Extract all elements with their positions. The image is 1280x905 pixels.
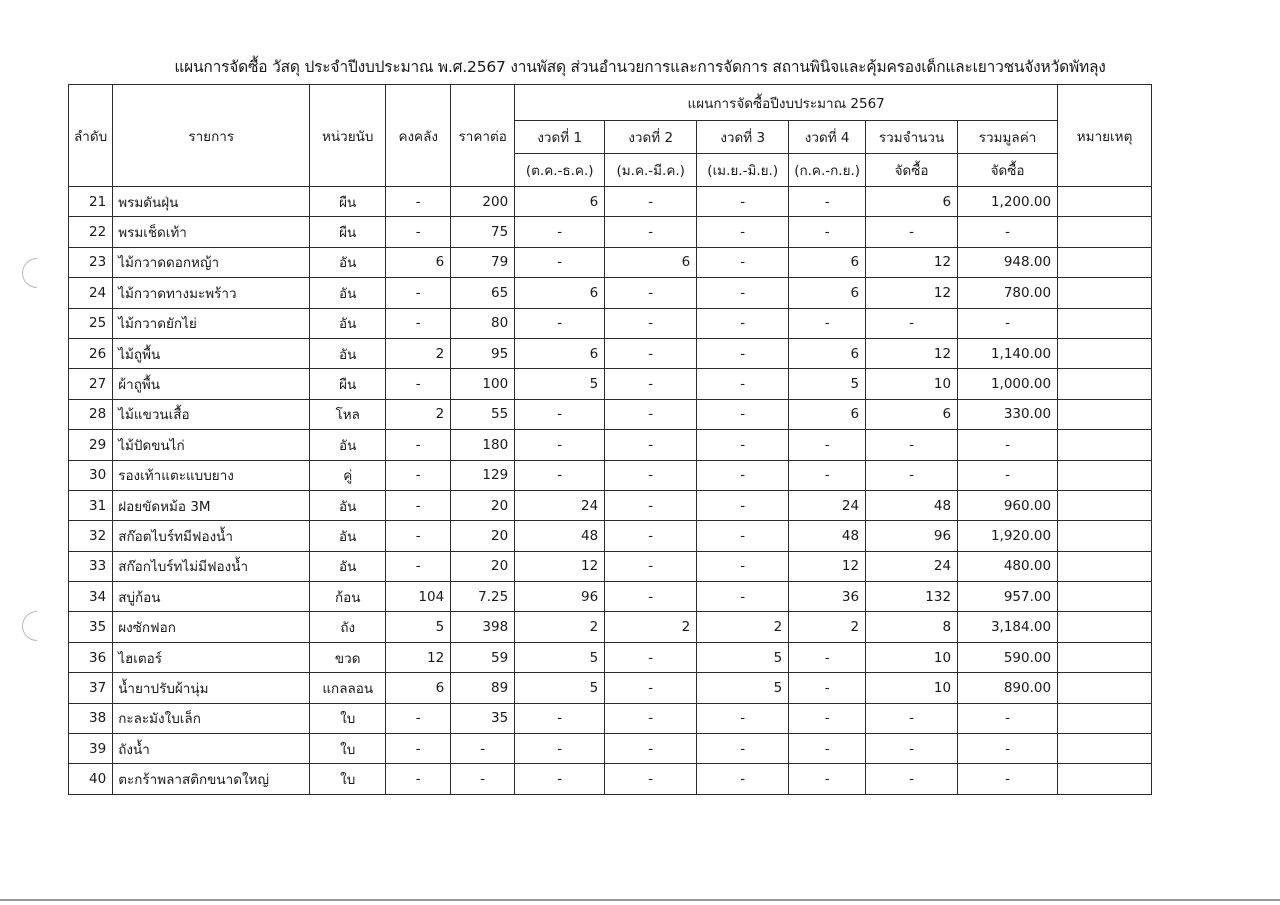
row-unit: อัน xyxy=(310,278,386,308)
row-q2: - xyxy=(605,338,697,368)
row-q1: 96 xyxy=(515,582,605,612)
row-price: 35 xyxy=(451,703,515,733)
table-header xyxy=(69,85,1152,187)
row-q3: - xyxy=(697,703,789,733)
row-stock: - xyxy=(386,460,451,490)
header-q2-period: (ม.ค.-มี.ค.) xyxy=(605,154,697,187)
row-q4: 2 xyxy=(789,612,866,642)
row-q1: - xyxy=(515,308,605,338)
table-row xyxy=(69,764,1152,794)
row-price: 55 xyxy=(451,399,515,429)
row-total-qty: - xyxy=(866,308,958,338)
row-q3: - xyxy=(697,430,789,460)
row-q1: 24 xyxy=(515,490,605,520)
header-no: ลำดับ xyxy=(69,85,113,187)
row-item: ผ้าถูพื้น xyxy=(113,369,310,399)
row-item: พรมเช็ดเท้า xyxy=(113,217,310,247)
row-q2: - xyxy=(605,430,697,460)
row-total-value: 1,140.00 xyxy=(958,338,1058,368)
row-unit: อัน xyxy=(310,490,386,520)
row-q1: - xyxy=(515,217,605,247)
table-row xyxy=(69,642,1152,672)
row-q1: - xyxy=(515,460,605,490)
header-total-qty-sub: จัดซื้อ xyxy=(866,154,958,187)
row-no: 30 xyxy=(69,460,113,490)
row-total-value: 890.00 xyxy=(958,673,1058,703)
row-unit: ใบ xyxy=(310,734,386,764)
row-remark xyxy=(1058,490,1152,520)
row-remark xyxy=(1058,217,1152,247)
row-stock: - xyxy=(386,490,451,520)
row-stock: 104 xyxy=(386,582,451,612)
row-total-qty: 6 xyxy=(866,187,958,217)
row-q2: - xyxy=(605,703,697,733)
row-unit: อัน xyxy=(310,521,386,551)
row-price: 129 xyxy=(451,460,515,490)
row-remark xyxy=(1058,612,1152,642)
table-row xyxy=(69,278,1152,308)
row-no: 33 xyxy=(69,551,113,581)
row-total-qty: 12 xyxy=(866,278,958,308)
row-remark xyxy=(1058,430,1152,460)
punch-hole-mark xyxy=(16,605,58,647)
row-unit: อัน xyxy=(310,430,386,460)
row-total-qty: 10 xyxy=(866,642,958,672)
row-q4: 12 xyxy=(789,551,866,581)
row-no: 27 xyxy=(69,369,113,399)
row-q2: - xyxy=(605,308,697,338)
header-total-value-sub: จัดซื้อ xyxy=(958,154,1058,187)
header-remark: หมายเหตุ xyxy=(1058,85,1152,187)
row-no: 39 xyxy=(69,734,113,764)
row-item: กะละมังใบเล็ก xyxy=(113,703,310,733)
row-q2: - xyxy=(605,673,697,703)
row-price: 7.25 xyxy=(451,582,515,612)
row-q2: - xyxy=(605,460,697,490)
row-item: สก๊อกไบร์ทไม่มีฟองน้ำ xyxy=(113,551,310,581)
row-no: 29 xyxy=(69,430,113,460)
header-price: ราคาต่อ xyxy=(451,85,515,187)
row-item: ผงซักฟอก xyxy=(113,612,310,642)
row-q3: - xyxy=(697,582,789,612)
table-row xyxy=(69,703,1152,733)
row-item: พรมดันฝุ่น xyxy=(113,187,310,217)
row-stock: 5 xyxy=(386,612,451,642)
row-q3: - xyxy=(697,369,789,399)
procurement-table xyxy=(68,84,1152,795)
row-remark xyxy=(1058,764,1152,794)
row-remark xyxy=(1058,369,1152,399)
row-q1: 48 xyxy=(515,521,605,551)
row-q4: - xyxy=(789,308,866,338)
row-q4: 6 xyxy=(789,399,866,429)
row-price: 200 xyxy=(451,187,515,217)
row-stock: 6 xyxy=(386,673,451,703)
row-item: ตะกร้าพลาสติกขนาดใหญ่ xyxy=(113,764,310,794)
row-total-value: - xyxy=(958,703,1058,733)
row-unit: ถัง xyxy=(310,612,386,642)
row-remark xyxy=(1058,673,1152,703)
row-remark xyxy=(1058,582,1152,612)
row-remark xyxy=(1058,734,1152,764)
row-unit: ขวด xyxy=(310,642,386,672)
row-remark xyxy=(1058,338,1152,368)
row-stock: - xyxy=(386,278,451,308)
row-q4: - xyxy=(789,734,866,764)
row-q2: 2 xyxy=(605,612,697,642)
row-q1: 5 xyxy=(515,673,605,703)
row-remark xyxy=(1058,521,1152,551)
row-q2: - xyxy=(605,369,697,399)
row-stock: - xyxy=(386,217,451,247)
row-no: 36 xyxy=(69,642,113,672)
header-plan: แผนการจัดซื้อปีงบประมาณ 2567 xyxy=(515,85,1058,121)
row-price: - xyxy=(451,734,515,764)
row-no: 21 xyxy=(69,187,113,217)
row-unit: อัน xyxy=(310,551,386,581)
row-q3: - xyxy=(697,521,789,551)
row-total-qty: - xyxy=(866,764,958,794)
row-total-value: - xyxy=(958,430,1058,460)
header-q1-period: (ต.ค.-ธ.ค.) xyxy=(515,154,605,187)
row-item: น้ำยาปรับผ้านุ่ม xyxy=(113,673,310,703)
row-item: ไม้กวาดทางมะพร้าว xyxy=(113,278,310,308)
row-q4: - xyxy=(789,703,866,733)
row-no: 37 xyxy=(69,673,113,703)
row-q1: 5 xyxy=(515,642,605,672)
table-row xyxy=(69,490,1152,520)
row-total-qty: - xyxy=(866,217,958,247)
row-no: 23 xyxy=(69,247,113,277)
table-row xyxy=(69,551,1152,581)
row-q1: 2 xyxy=(515,612,605,642)
table-row xyxy=(69,734,1152,764)
row-q3: - xyxy=(697,399,789,429)
page-title: แผนการจัดซื้อ วัสดุ ประจำปีงบประมาณ พ.ศ.2567 งานพัสดุ ส่วนอำนวยการและการจัดการ สถานพินิจและคุ้มครองเด็กและเยาวชนจังหวัดพัทลุง xyxy=(174,58,1106,76)
row-remark xyxy=(1058,308,1152,338)
row-total-qty: - xyxy=(866,734,958,764)
row-no: 22 xyxy=(69,217,113,247)
row-total-value: 957.00 xyxy=(958,582,1058,612)
row-total-qty: 48 xyxy=(866,490,958,520)
header-total-qty: รวมจำนวน xyxy=(866,121,958,154)
row-q1: - xyxy=(515,430,605,460)
table-row xyxy=(69,187,1152,217)
row-item: ไม้ปัดขนไก่ xyxy=(113,430,310,460)
row-total-qty: 12 xyxy=(866,247,958,277)
table-row xyxy=(69,612,1152,642)
row-no: 32 xyxy=(69,521,113,551)
row-price: 180 xyxy=(451,430,515,460)
row-q2: 6 xyxy=(605,247,697,277)
row-total-qty: 8 xyxy=(866,612,958,642)
table-row xyxy=(69,521,1152,551)
row-total-qty: 10 xyxy=(866,369,958,399)
table-row xyxy=(69,217,1152,247)
row-q3: 5 xyxy=(697,642,789,672)
row-total-value: 480.00 xyxy=(958,551,1058,581)
row-total-qty: 24 xyxy=(866,551,958,581)
row-total-qty: 10 xyxy=(866,673,958,703)
row-remark xyxy=(1058,187,1152,217)
row-q4: - xyxy=(789,430,866,460)
row-q1: - xyxy=(515,399,605,429)
row-q3: - xyxy=(697,764,789,794)
table-row xyxy=(69,430,1152,460)
row-q4: 6 xyxy=(789,338,866,368)
row-item: สก๊อตไบร์ทมีฟองน้ำ xyxy=(113,521,310,551)
row-stock: - xyxy=(386,764,451,794)
row-stock: - xyxy=(386,430,451,460)
row-q4: - xyxy=(789,460,866,490)
row-price: 95 xyxy=(451,338,515,368)
row-q1: - xyxy=(515,764,605,794)
row-total-qty: - xyxy=(866,460,958,490)
row-stock: 2 xyxy=(386,399,451,429)
row-stock: - xyxy=(386,551,451,581)
row-remark xyxy=(1058,278,1152,308)
row-q4: - xyxy=(789,673,866,703)
row-total-qty: 6 xyxy=(866,399,958,429)
row-total-value: 948.00 xyxy=(958,247,1058,277)
row-q4: 36 xyxy=(789,582,866,612)
row-item: ไม้กวาดยักไย่ xyxy=(113,308,310,338)
row-stock: - xyxy=(386,369,451,399)
row-q4: 6 xyxy=(789,278,866,308)
header-q4-period: (ก.ค.-ก.ย.) xyxy=(789,154,866,187)
header-stock: คงคลัง xyxy=(386,85,451,187)
row-stock: 6 xyxy=(386,247,451,277)
row-total-value: - xyxy=(958,460,1058,490)
row-q4: - xyxy=(789,187,866,217)
row-remark xyxy=(1058,642,1152,672)
row-q2: - xyxy=(605,187,697,217)
row-q3: 2 xyxy=(697,612,789,642)
row-q2: - xyxy=(605,582,697,612)
row-q3: - xyxy=(697,187,789,217)
row-q2: - xyxy=(605,642,697,672)
header-item: รายการ xyxy=(113,85,310,187)
row-item: ไม้แขวนเสื้อ xyxy=(113,399,310,429)
row-item: ถังน้ำ xyxy=(113,734,310,764)
row-item: ฝอยขัดหม้อ 3M xyxy=(113,490,310,520)
row-q2: - xyxy=(605,521,697,551)
row-remark xyxy=(1058,703,1152,733)
row-total-value: 3,184.00 xyxy=(958,612,1058,642)
row-q2: - xyxy=(605,734,697,764)
row-total-qty: 96 xyxy=(866,521,958,551)
row-q2: - xyxy=(605,551,697,581)
header-q2: งวดที่ 2 xyxy=(605,121,697,154)
row-stock: - xyxy=(386,187,451,217)
row-q3: - xyxy=(697,217,789,247)
table-row xyxy=(69,308,1152,338)
row-no: 24 xyxy=(69,278,113,308)
row-price: 100 xyxy=(451,369,515,399)
row-q4: 24 xyxy=(789,490,866,520)
row-q2: - xyxy=(605,278,697,308)
table-row xyxy=(69,673,1152,703)
table-row xyxy=(69,582,1152,612)
row-total-value: - xyxy=(958,308,1058,338)
table-body xyxy=(69,187,1152,795)
row-unit: ใบ xyxy=(310,764,386,794)
row-price: 80 xyxy=(451,308,515,338)
row-total-qty: 12 xyxy=(866,338,958,368)
row-price: 398 xyxy=(451,612,515,642)
row-no: 34 xyxy=(69,582,113,612)
row-price: 59 xyxy=(451,642,515,672)
row-q3: - xyxy=(697,278,789,308)
row-q4: - xyxy=(789,642,866,672)
row-price: 20 xyxy=(451,490,515,520)
row-no: 40 xyxy=(69,764,113,794)
row-total-value: 590.00 xyxy=(958,642,1058,672)
row-q3: - xyxy=(697,490,789,520)
header-q3-period: (เม.ย.-มิ.ย.) xyxy=(697,154,789,187)
table-row xyxy=(69,399,1152,429)
row-q1: 6 xyxy=(515,187,605,217)
table-row xyxy=(69,369,1152,399)
header-unit: หน่วยนับ xyxy=(310,85,386,187)
row-q4: - xyxy=(789,217,866,247)
row-total-value: 1,200.00 xyxy=(958,187,1058,217)
row-total-qty: 132 xyxy=(866,582,958,612)
row-no: 25 xyxy=(69,308,113,338)
row-q2: - xyxy=(605,764,697,794)
row-q3: 5 xyxy=(697,673,789,703)
row-item: ไม้ถูพื้น xyxy=(113,338,310,368)
row-q3: - xyxy=(697,338,789,368)
row-unit: ผืน xyxy=(310,369,386,399)
row-no: 31 xyxy=(69,490,113,520)
row-remark xyxy=(1058,399,1152,429)
row-stock: 2 xyxy=(386,338,451,368)
row-unit: แกลลอน xyxy=(310,673,386,703)
row-unit: อัน xyxy=(310,308,386,338)
row-q4: 5 xyxy=(789,369,866,399)
row-no: 38 xyxy=(69,703,113,733)
row-price: 75 xyxy=(451,217,515,247)
row-unit: ใบ xyxy=(310,703,386,733)
row-total-value: - xyxy=(958,764,1058,794)
row-total-value: 780.00 xyxy=(958,278,1058,308)
row-unit: ก้อน xyxy=(310,582,386,612)
table-row xyxy=(69,247,1152,277)
row-item: ไม้กวาดดอกหญ้า xyxy=(113,247,310,277)
row-q1: - xyxy=(515,703,605,733)
row-price: 89 xyxy=(451,673,515,703)
row-q4: 6 xyxy=(789,247,866,277)
row-item: สบู่ก้อน xyxy=(113,582,310,612)
row-q3: - xyxy=(697,247,789,277)
row-remark xyxy=(1058,551,1152,581)
header-q4: งวดที่ 4 xyxy=(789,121,866,154)
page-bottom-edge xyxy=(0,899,1280,901)
row-item: รองเท้าแตะแบบยาง xyxy=(113,460,310,490)
row-q4: - xyxy=(789,764,866,794)
row-no: 35 xyxy=(69,612,113,642)
row-q3: - xyxy=(697,308,789,338)
row-q2: - xyxy=(605,399,697,429)
row-no: 28 xyxy=(69,399,113,429)
row-q1: - xyxy=(515,247,605,277)
row-q1: - xyxy=(515,734,605,764)
row-total-value: - xyxy=(958,217,1058,247)
row-q4: 48 xyxy=(789,521,866,551)
row-price: 79 xyxy=(451,247,515,277)
row-price: 65 xyxy=(451,278,515,308)
row-total-qty: - xyxy=(866,430,958,460)
row-total-qty: - xyxy=(866,703,958,733)
row-stock: - xyxy=(386,734,451,764)
row-price: 20 xyxy=(451,521,515,551)
row-price: 20 xyxy=(451,551,515,581)
table-row xyxy=(69,460,1152,490)
header-q3: งวดที่ 3 xyxy=(697,121,789,154)
row-price: - xyxy=(451,764,515,794)
row-unit: คู่ xyxy=(310,460,386,490)
punch-hole-mark xyxy=(16,252,58,294)
row-no: 26 xyxy=(69,338,113,368)
header-q1: งวดที่ 1 xyxy=(515,121,605,154)
row-item: ไฮเตอร์ xyxy=(113,642,310,672)
row-unit: อัน xyxy=(310,247,386,277)
row-stock: - xyxy=(386,521,451,551)
row-remark xyxy=(1058,247,1152,277)
row-q2: - xyxy=(605,490,697,520)
row-remark xyxy=(1058,460,1152,490)
row-total-value: 1,000.00 xyxy=(958,369,1058,399)
row-total-value: - xyxy=(958,734,1058,764)
row-q3: - xyxy=(697,551,789,581)
header-total-value: รวมมูลค่า xyxy=(958,121,1058,154)
row-q2: - xyxy=(605,217,697,247)
row-total-value: 330.00 xyxy=(958,399,1058,429)
row-q1: 12 xyxy=(515,551,605,581)
row-stock: - xyxy=(386,703,451,733)
row-unit: ผืน xyxy=(310,217,386,247)
row-q1: 6 xyxy=(515,278,605,308)
row-total-value: 1,920.00 xyxy=(958,521,1058,551)
row-unit: อัน xyxy=(310,338,386,368)
row-q3: - xyxy=(697,460,789,490)
row-q1: 6 xyxy=(515,338,605,368)
row-unit: โหล xyxy=(310,399,386,429)
row-q1: 5 xyxy=(515,369,605,399)
table-row xyxy=(69,338,1152,368)
row-stock: 12 xyxy=(386,642,451,672)
row-unit: ผืน xyxy=(310,187,386,217)
row-total-value: 960.00 xyxy=(958,490,1058,520)
row-q3: - xyxy=(697,734,789,764)
row-stock: - xyxy=(386,308,451,338)
